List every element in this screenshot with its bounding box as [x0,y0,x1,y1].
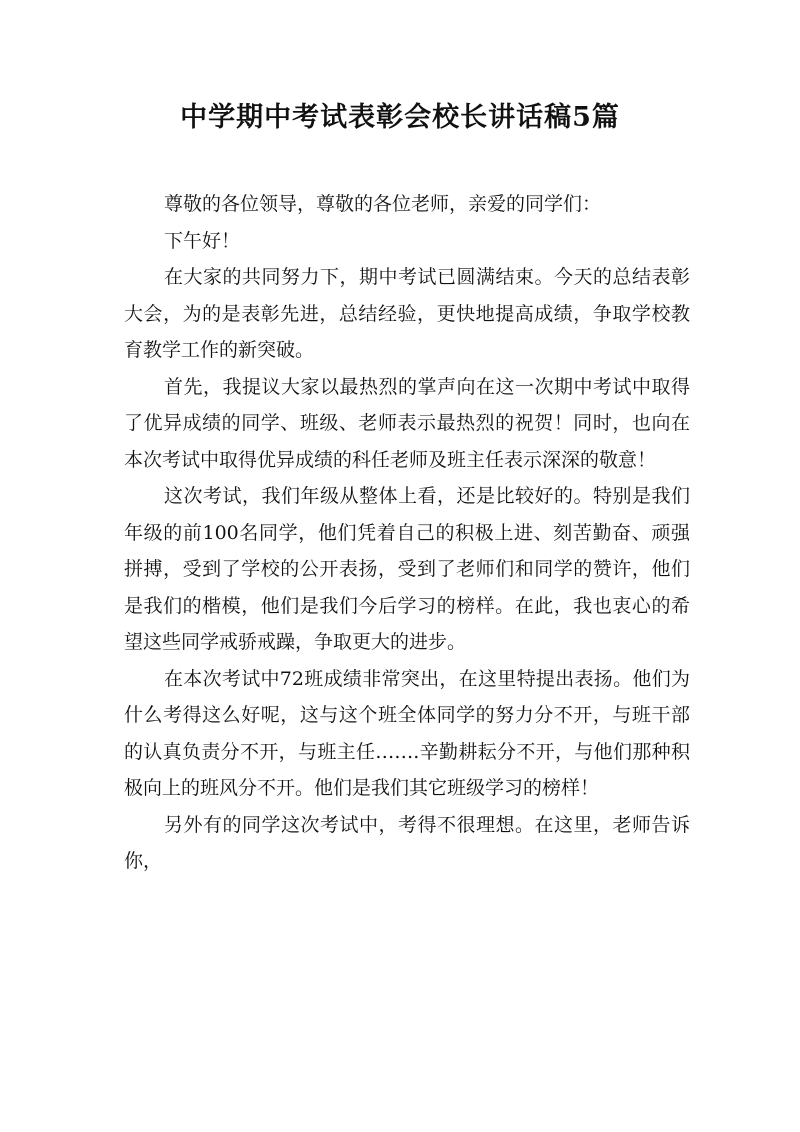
paragraph-class-72: 在本次考试中72班成绩非常突出，在这里特提出表扬。他们为什么考得这么好呢，这与这个班全体同学的努力分不开，与班干部的认真负责分不开，与班主任…….辛勤耕耘分不开，与他们那种积极向上的班风分不开。他们是我们其它班级学习的榜样！ [124,667,690,799]
paragraph-grade-overview: 这次考试，我们年级从整体上看，还是比较好的。特别是我们年级的前100名同学，他们凭着自己的积极上进、刻苦勤奋、顽强拼搏，受到了学校的公开表扬，受到了老师们和同学的赞许，他们是我们的楷模，他们是我们今后学习的榜样。在此，我也衷心的希望这些同学戒骄戒躁，争取更大的进步。 [124,485,690,653]
paragraph-congratulations: 首先，我提议大家以最热烈的掌声向在这一次期中考试中取得了优异成绩的同学、班级、老师表示最热烈的祝贺！同时，也向在本次考试中取得优异成绩的科任老师及班主任表示深深的敬意！ [124,375,690,471]
paragraph-intro: 在大家的共同努力下，期中考试已圆满结束。今天的总结表彰大会，为的是表彰先进，总结经验，更快地提高成绩，争取学校教育教学工作的新突破。 [124,266,690,361]
paragraph-good-afternoon: 下午好！ [164,229,241,252]
document-title: 中学期中考试表彰会校长讲话稿5篇 [180,102,620,133]
document-body [124,186,690,880]
paragraph-greeting: 尊敬的各位领导，尊敬的各位老师，亲爱的同学们： [164,193,602,215]
paragraph-others: 另外有的同学这次考试中，考得不很理想。在这里，老师告诉你， [124,813,690,872]
